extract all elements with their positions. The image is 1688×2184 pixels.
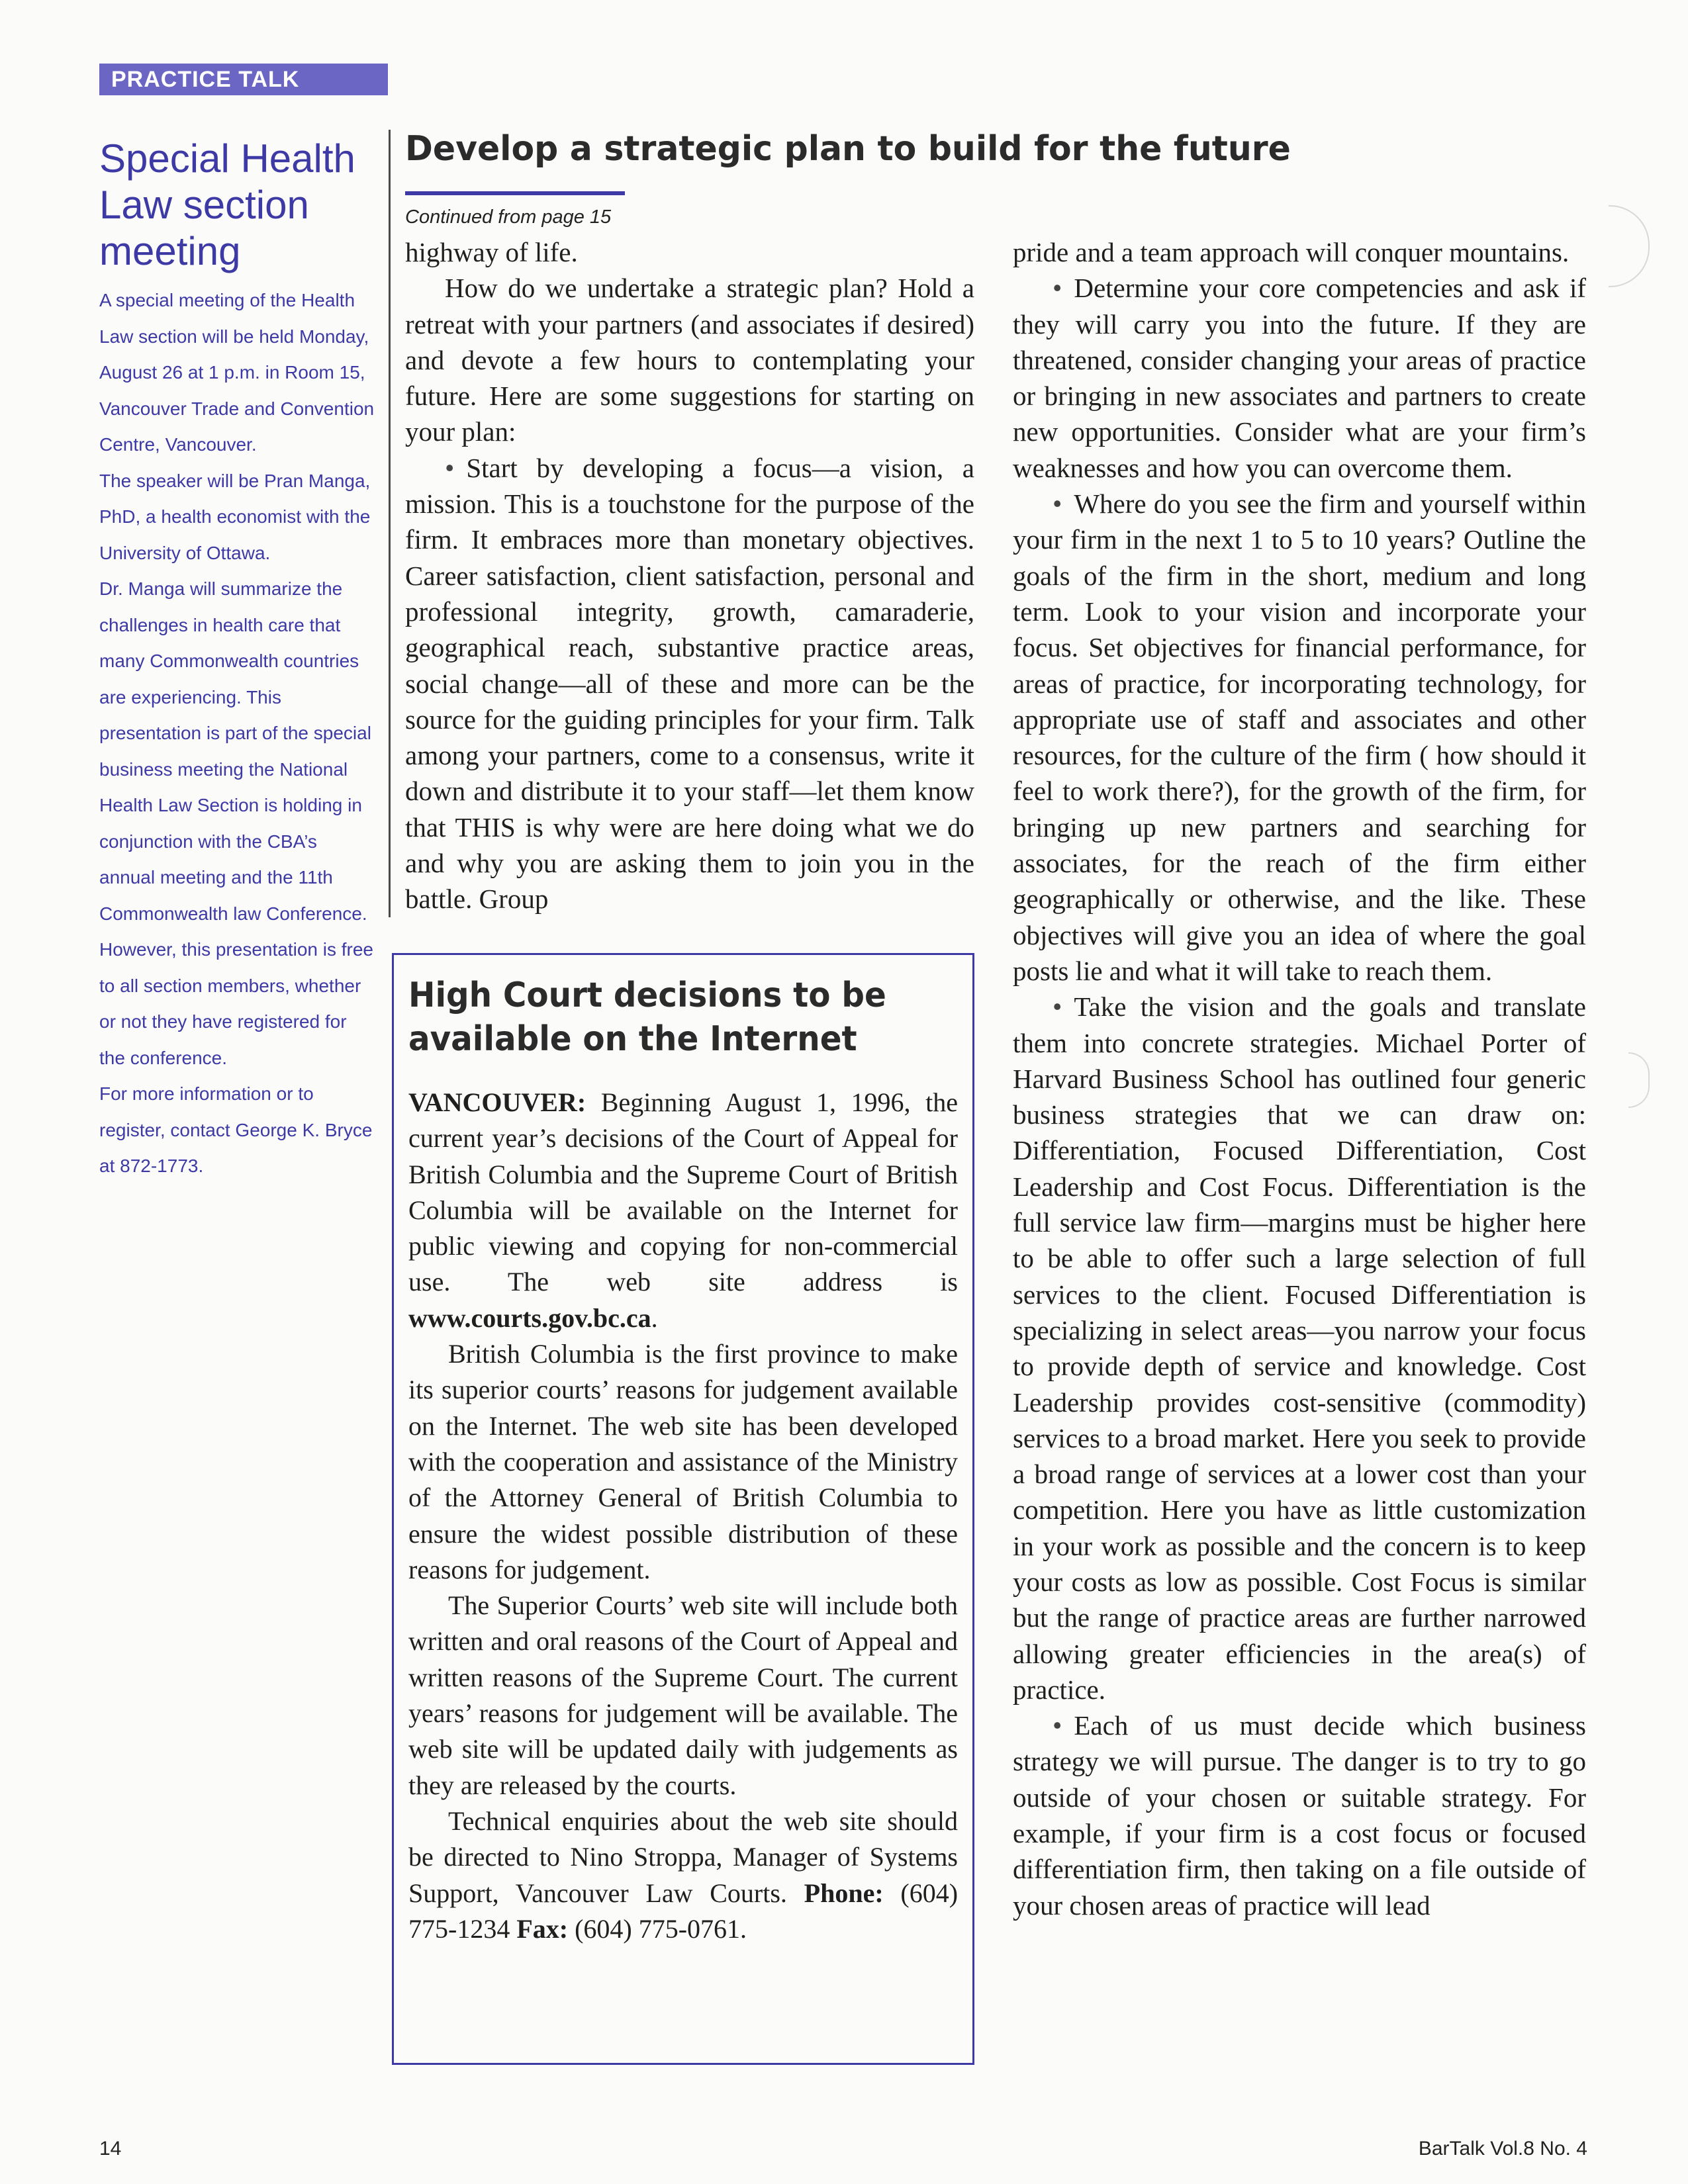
article-bullet: • Where do you see the firm and yourself within your firm in the next 1 to 5 to 10 years? Outline the goals of the firm in the short, medium and long term. Look to your vision and incorporate your focus. Set objectives for financial performance, for areas of practice, for incorporating technology, for appropriate use of staff and associates and other resources, for the culture of the firm ( how should it feel to work there?), for the growth of the firm, for bringing up new partners and searching for associates, for the reach of the firm either geographically or otherwise, and the like. These objectives will give you an idea of where the goal posts lie and what it will take to reach them.: [1013, 486, 1586, 989]
article-bullet: • Start by developing a focus—a vision, a mission. This is a touchstone for the purpose of the firm. It embraces more than monetary objectives. Career satisfaction, client satisfaction, personal and professional integrity, growth, camaraderie, geographical reach, substantive practice areas, social change—all of these and more can be the source for the guiding principles for your firm. Talk among your partners, come to a consensus, write it down and distribute it to your staff—let them know that THIS is why were are here doing what we do and why you are asking them to join you in the battle. Group: [405, 450, 974, 917]
article-bullet: • Each of us must decide which business strategy we will pursue. The danger is to try to go outside of your chosen or suitable strategy. For example, if your firm is a cost focus or focused differentiation firm, then taking on a file outside of your chosen areas of practice will lead: [1013, 1707, 1586, 1923]
article-bullet: • Take the vision and the goals and translate them into concrete strategies. Michael Porter of Harvard Business School has outlined four generic business strategies that we can draw on: Differentiation, Focused Differentiation, Cost Leadership and Cost Focus. Differentiation is the full service law firm—margins must be higher here to be able to offer such a large selection of full services to the client. Focused Differentiation is specializing in select areas—you narrow your focus to provide depth of service and knowledge. Cost Leadership provides cost-sensitive (commodity) services to a broad market. Here you seek to provide a broad range of services at a lower cost than your competition. Here you have as little customization in your work as possible and the concern is to keep your costs as low as possible. Cost Focus is similar but the range of practice areas are further narrowed allowing greater efficiencies in the area(s) of practice.: [1013, 989, 1586, 1707]
sidebar-paragraph: The speaker will be Pran Manga, PhD, a health economist with the University of Ottawa.: [99, 470, 371, 563]
sidebar-title: Special Health Law section meeting: [99, 136, 355, 273]
sidebar-paragraph: For more information or to register, contact George K. Bryce at 872-1773.: [99, 1083, 373, 1176]
article-paragraph: How do we undertake a strategic plan? Hold a retreat with your partners (and associates if desired) and devote a few hours to contemplating your future. Here are some suggestions for starting on your plan:: [405, 273, 974, 447]
article-column-1: [405, 234, 974, 917]
article-headline: Develop a strategic plan to build for the future: [405, 129, 1291, 169]
phone-label: Phone:: [804, 1878, 884, 1908]
sidebar: [99, 136, 377, 1185]
fax-label: Fax:: [516, 1913, 569, 1944]
scan-artifact: [1628, 1052, 1650, 1108]
sidebar-paragraph: A special meeting of the Health Law section will be held Monday, August 26 at 1 p.m. in Room 15, Vancouver Trade and Convention Centre, Vancouver.: [99, 290, 375, 455]
column-divider: [389, 130, 391, 917]
box-paragraph: The Superior Courts’ web site will include both written and oral reasons of the Court of Appeal and written reasons of the Supreme Court. The current years’ reasons for judgement will be available. The web site will be updated daily with judgements as they are released by the courts.: [408, 1590, 958, 1800]
box-paragraph: [408, 1085, 958, 1336]
article-paragraph: highway of life.: [405, 237, 578, 267]
section-tag: PRACTICE TALK: [99, 64, 388, 95]
article-column-2: [1013, 234, 1586, 1923]
news-box: [392, 953, 974, 2065]
article-paragraph: pride and a team approach will conquer mountains.: [1013, 237, 1570, 267]
fax-number: (604) 775-0761.: [568, 1913, 747, 1944]
headline-underline: [405, 191, 625, 195]
box-title: High Court decisions to be available on the Internet: [408, 976, 886, 1059]
article-bullet: • Determine your core competencies and ask if they will carry you into the future. If they are threatened, consider changing your areas of practice or bringing in new associates and partners to create new opportunities. Consider what are your firm’s weaknesses and how you can overcome them.: [1013, 270, 1586, 486]
page-number: 14: [99, 2138, 122, 2160]
publication-footer: BarTalk Vol.8 No. 4: [1418, 2138, 1587, 2160]
box-paragraph: British Columbia is the first province to make its superior courts’ reasons for judgement available on the Internet. The web site has been developed with the cooperation and assistance of the Ministry of the Attorney General of British Columbia to ensure the widest possible distribution of these reasons for judgement.: [408, 1339, 958, 1584]
continued-note: Continued from page 15: [405, 206, 612, 228]
box-paragraph: [408, 1803, 958, 1947]
dateline: VANCOUVER:: [408, 1087, 586, 1117]
phone-number: (604) 775-1234: [408, 1878, 959, 1944]
box-text: .: [651, 1302, 658, 1333]
box-text: Beginning August 1, 1996, the current year’s decisions of the Court of Appeal for British Columbia and the Supreme Court of British Columbia will be available on the Internet for public viewing and copying for non-commercial use. The web site address is: [408, 1087, 958, 1297]
website-url: www.courts.gov.bc.ca: [408, 1302, 651, 1333]
box-text: Technical enquiries about the web site should be directed to Nino Stroppa, Manager of Systems Support, Vancouver Law Courts.: [408, 1805, 958, 1908]
scan-artifact: [1609, 205, 1650, 287]
sidebar-paragraph: Dr. Manga will summarize the challenges in health care that many Commonwealth countries are experiencing. This presentation is part of the special business meeting the National Health Law Section is holding in conjunction with the CBA’s annual meeting and the 11th Commonwealth law Conference. However, this presentation is free to all section members, whether or not they have registered for the conference.: [99, 578, 373, 1068]
